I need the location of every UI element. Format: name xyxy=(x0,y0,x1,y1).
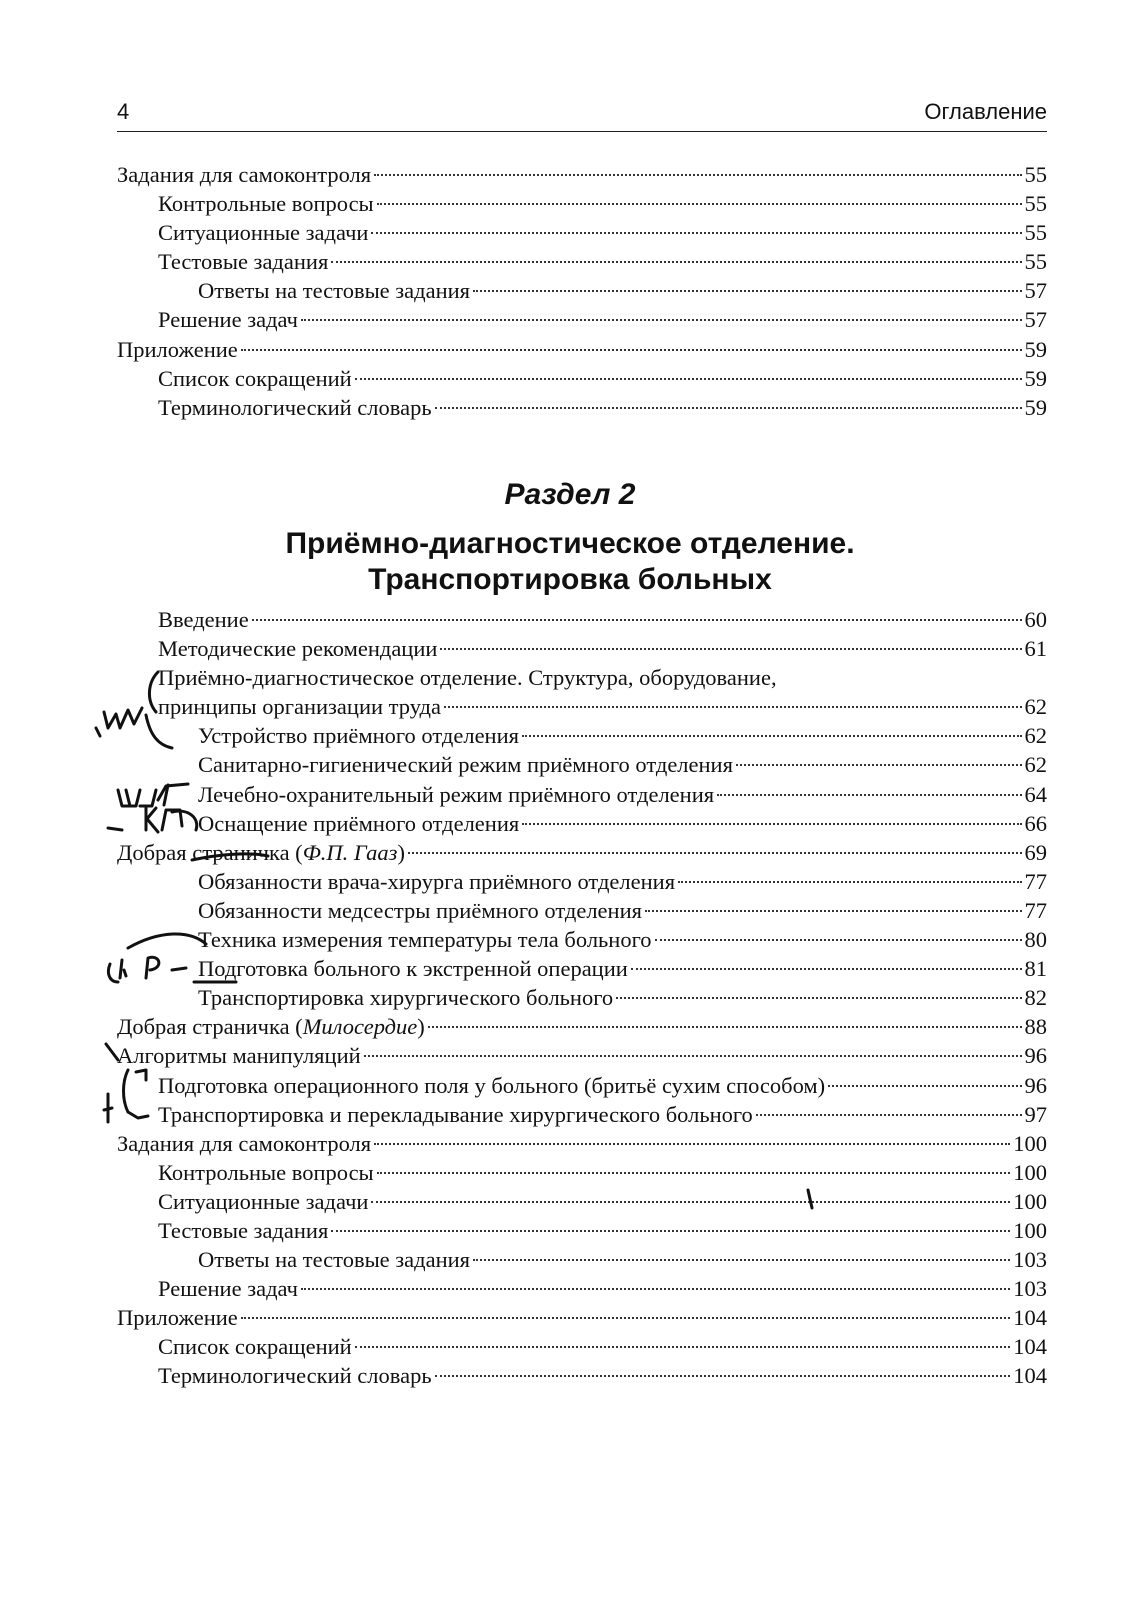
toc-entry-text: Терминологический словарь xyxy=(158,394,432,420)
toc-entry-text: Оснащение приёмного отделения xyxy=(198,810,520,836)
toc-entry xyxy=(117,247,1047,276)
leader-dots xyxy=(374,1143,1010,1145)
leader-dots xyxy=(428,1026,1022,1028)
toc-entry xyxy=(117,954,1047,983)
toc-entry-title xyxy=(198,983,613,1012)
toc-entry-text: Подготовка операционного поля у больного (бритьё сухим способом) xyxy=(158,1072,826,1098)
toc-entry xyxy=(117,335,1047,364)
leader-dots xyxy=(522,823,1021,825)
toc-entry-page: 97 xyxy=(1024,1101,1047,1127)
leader-dots xyxy=(301,319,1022,321)
toc-entry-title xyxy=(117,1012,425,1041)
toc-entry xyxy=(117,663,1047,692)
toc-entry xyxy=(117,1187,1047,1216)
toc-entry xyxy=(117,809,1047,838)
leader-dots xyxy=(252,619,1022,621)
toc-entry xyxy=(117,1129,1047,1158)
running-head xyxy=(117,97,1047,132)
toc-entry-page: 80 xyxy=(1024,927,1047,953)
toc-entry-text: Терминологический словарь xyxy=(158,1363,432,1389)
toc-entry-page: 57 xyxy=(1024,307,1047,333)
leader-dots xyxy=(435,1375,1011,1377)
running-title: Оглавление xyxy=(924,99,1047,124)
toc-entry-page: 96 xyxy=(1024,1072,1047,1098)
toc-entry-page: 62 xyxy=(1024,694,1047,720)
toc-entry xyxy=(117,1041,1047,1070)
toc-entry-page: 55 xyxy=(1024,191,1047,217)
toc-entry-text: Решение задач xyxy=(158,307,298,333)
toc-entry-text: Приложение xyxy=(117,336,238,362)
leader-dots xyxy=(473,290,1021,292)
toc-entry-text: Ответы на тестовые задания xyxy=(198,278,471,304)
toc-entry xyxy=(117,1332,1047,1361)
toc-entry-title xyxy=(198,954,628,983)
toc-entry-text: Задания для самоконтроля xyxy=(117,1130,372,1156)
toc-entry-text: Приёмно-диагностическое отделение. Структура, оборудование, xyxy=(158,665,777,691)
toc-entry-title xyxy=(117,1041,361,1070)
toc-entry-text: Обязанности врача-хирурга приёмного отделения xyxy=(198,868,676,894)
toc-entry-page: 55 xyxy=(1024,249,1047,275)
toc-entry-page: 103 xyxy=(1013,1276,1047,1302)
toc-entry-text: Устройство приёмного отделения xyxy=(198,723,519,749)
leader-dots xyxy=(371,232,1021,234)
toc-entry-page: 82 xyxy=(1024,985,1047,1011)
toc-entry-title xyxy=(198,867,675,896)
toc-entry xyxy=(117,634,1047,663)
toc-entry-page: 100 xyxy=(1013,1159,1047,1185)
toc-entry-page: 100 xyxy=(1013,1217,1047,1243)
toc-entry-title xyxy=(158,1361,432,1390)
toc-entry-page: 104 xyxy=(1013,1363,1047,1389)
toc-section-1 xyxy=(117,160,1047,422)
toc-entry xyxy=(117,750,1047,779)
toc-entry-italic: Ф.П. Гааз xyxy=(302,839,398,865)
toc-entry-text: Ситуационные задачи xyxy=(158,1188,369,1214)
toc-entry xyxy=(117,160,1047,189)
toc-entry xyxy=(117,925,1047,954)
toc-entry-page: 77 xyxy=(1024,868,1047,894)
toc-entry xyxy=(117,305,1047,334)
toc-entry-italic: Милосердие xyxy=(302,1014,418,1040)
leader-dots xyxy=(645,910,1022,912)
leader-dots xyxy=(331,261,1021,263)
leader-dots xyxy=(301,1288,1010,1290)
toc-entry-title xyxy=(158,218,368,247)
toc-entry-text: Приложение xyxy=(117,1305,238,1331)
leader-dots xyxy=(655,939,1022,941)
toc-section-2 xyxy=(117,605,1047,1391)
toc-entry-page: 61 xyxy=(1024,636,1047,662)
toc-entry xyxy=(117,867,1047,896)
toc-entry-title xyxy=(158,364,352,393)
toc-entry-title xyxy=(158,247,328,276)
toc-entry-suffix: ) xyxy=(417,1014,425,1040)
leader-dots xyxy=(828,1085,1021,1087)
toc-entry-text: Задания для самоконтроля xyxy=(117,162,372,187)
toc-entry-page: 64 xyxy=(1024,781,1047,807)
toc-entry-title xyxy=(198,1245,470,1274)
toc-entry-title xyxy=(158,1216,328,1245)
toc-entry-title xyxy=(117,838,405,867)
toc-entry-title xyxy=(158,1158,374,1187)
toc-entry-text: Алгоритмы манипуляций xyxy=(117,1043,361,1069)
toc-entry-title xyxy=(158,305,298,334)
toc-entry-text: Контрольные вопросы xyxy=(158,1159,374,1185)
toc-entry-page: 77 xyxy=(1024,897,1047,923)
toc-entry xyxy=(117,218,1047,247)
leader-dots xyxy=(444,706,1022,708)
toc-entry-title xyxy=(117,335,238,364)
toc-entry-text: Санитарно-гигиенический режим приёмного отделения xyxy=(198,752,733,778)
toc-entry-text: Тестовые задания xyxy=(158,249,329,275)
toc-entry-text: Добрая страничка ( xyxy=(117,839,303,865)
toc-entry-title xyxy=(158,1274,298,1303)
toc-entry xyxy=(117,1245,1047,1274)
toc-entry-page: 96 xyxy=(1024,1043,1047,1069)
leader-dots xyxy=(241,1317,1010,1319)
leader-dots xyxy=(377,1172,1011,1174)
toc-entry-title xyxy=(158,1187,368,1216)
toc-entry xyxy=(117,1100,1047,1129)
toc-entry xyxy=(117,692,1047,721)
toc-entry-text: Ситуационные задачи xyxy=(158,220,369,246)
leader-dots xyxy=(756,1114,1022,1116)
toc-entry-text: Лечебно-охранительный режим приёмного отделения xyxy=(198,781,715,807)
leader-dots xyxy=(736,764,1022,766)
toc-entry-text: Введение xyxy=(158,607,249,632)
leader-dots xyxy=(377,203,1022,205)
toc-entry-text: Список сокращений xyxy=(158,365,352,391)
toc-entry xyxy=(117,1012,1047,1041)
toc-entry-text: Тестовые задания xyxy=(158,1217,329,1243)
toc-entry-page: 104 xyxy=(1013,1334,1047,1360)
toc-entry-title xyxy=(117,1303,238,1332)
toc-entry xyxy=(117,189,1047,218)
toc-entry-page: 55 xyxy=(1024,162,1047,187)
toc-entry-text: Контрольные вопросы xyxy=(158,191,374,217)
toc-entry-text: Решение задач xyxy=(158,1276,298,1302)
leader-dots xyxy=(435,407,1022,409)
toc-entry-text: Транспортировка и перекладывание хирургического больного xyxy=(158,1101,753,1127)
leader-dots xyxy=(371,1201,1010,1203)
toc-entry-title xyxy=(198,809,519,838)
toc-entry-title xyxy=(198,780,714,809)
toc-entry-page: 100 xyxy=(1013,1130,1047,1156)
section-label: Раздел 2 xyxy=(504,478,636,511)
section-title-line-1: Приёмно-диагностическое отделение. xyxy=(285,527,855,560)
toc-entry-page: 59 xyxy=(1024,365,1047,391)
toc-entry-title xyxy=(158,1332,352,1361)
toc-entry-title xyxy=(158,605,249,634)
section-title-line-2: Транспортировка больных xyxy=(368,563,772,596)
toc-entry-page: 62 xyxy=(1024,752,1047,778)
leader-dots xyxy=(473,1259,1010,1261)
leader-dots xyxy=(374,174,1021,176)
toc-entry-page: 59 xyxy=(1024,394,1047,420)
toc-entry-title xyxy=(158,634,437,663)
toc-entry-page: 66 xyxy=(1024,810,1047,836)
toc-entry-title xyxy=(117,160,371,189)
toc-entry-text: Обязанности медсестры приёмного отделения xyxy=(198,897,642,923)
toc-entry-text: Методические рекомендации xyxy=(158,636,438,662)
toc-entry-page: 104 xyxy=(1013,1305,1047,1331)
toc-entry-page: 103 xyxy=(1013,1247,1047,1273)
toc-entry xyxy=(117,721,1047,750)
toc-entry-title xyxy=(158,1100,753,1129)
toc-entry-title xyxy=(158,692,441,721)
leader-dots xyxy=(678,881,1021,883)
toc-entry-title xyxy=(198,925,652,954)
toc-entry-page: 81 xyxy=(1024,956,1047,982)
toc-entry xyxy=(117,1071,1047,1100)
toc-entry-page: 88 xyxy=(1024,1014,1047,1040)
toc-entry-title xyxy=(198,896,642,925)
toc-entry-page: 69 xyxy=(1024,839,1047,865)
leader-dots xyxy=(616,997,1021,999)
toc-entry-title xyxy=(158,1071,825,1100)
toc-entry-page: 57 xyxy=(1024,278,1047,304)
toc-entry-title xyxy=(198,750,733,779)
toc-entry xyxy=(117,1158,1047,1187)
toc-entry-title xyxy=(198,721,519,750)
leader-dots xyxy=(241,349,1022,351)
leader-dots xyxy=(408,852,1022,854)
section-title xyxy=(0,526,1140,598)
toc-entry-title xyxy=(158,393,432,422)
toc-entry xyxy=(117,1216,1047,1245)
toc-entry xyxy=(117,1361,1047,1390)
toc-entry-text: Ответы на тестовые задания xyxy=(198,1247,471,1273)
toc-entry-title xyxy=(158,189,374,218)
leader-dots xyxy=(355,1346,1011,1348)
toc-entry xyxy=(117,1274,1047,1303)
toc-entry-page: 55 xyxy=(1024,220,1047,246)
toc-entry-text: Список сокращений xyxy=(158,1334,352,1360)
leader-dots xyxy=(355,378,1022,380)
toc-entry-title xyxy=(117,1129,371,1158)
toc-entry-suffix: ) xyxy=(397,839,405,865)
toc-entry xyxy=(117,838,1047,867)
toc-entry xyxy=(117,1303,1047,1332)
toc-entry-text: принципы организации труда xyxy=(158,694,441,720)
toc-entry-page: 62 xyxy=(1024,723,1047,749)
toc-entry xyxy=(117,780,1047,809)
toc-entry xyxy=(117,983,1047,1012)
leader-dots xyxy=(331,1230,1010,1232)
toc-entry-text: Техника измерения температуры тела больного xyxy=(198,927,652,953)
toc-entry-page: 60 xyxy=(1024,607,1047,632)
toc-entry xyxy=(117,276,1047,305)
toc-entry-page: 59 xyxy=(1024,336,1047,362)
toc-entry-text: Подготовка больного к экстренной операции xyxy=(198,956,628,982)
leader-dots xyxy=(440,648,1021,650)
toc-entry-text: Транспортировка хирургического больного xyxy=(198,985,614,1011)
leader-dots xyxy=(631,968,1022,970)
toc-entry xyxy=(117,393,1047,422)
toc-entry xyxy=(117,896,1047,925)
leader-dots xyxy=(522,735,1022,737)
leader-dots xyxy=(717,794,1021,796)
toc-entry-title xyxy=(158,663,777,692)
page-number: 4 xyxy=(117,99,130,124)
leader-dots xyxy=(364,1055,1022,1057)
toc-entry xyxy=(117,364,1047,393)
toc-entry-title xyxy=(198,276,470,305)
toc-entry-text: Добрая страничка ( xyxy=(117,1014,303,1040)
toc-entry-page: 100 xyxy=(1013,1188,1047,1214)
toc-entry xyxy=(117,605,1047,634)
